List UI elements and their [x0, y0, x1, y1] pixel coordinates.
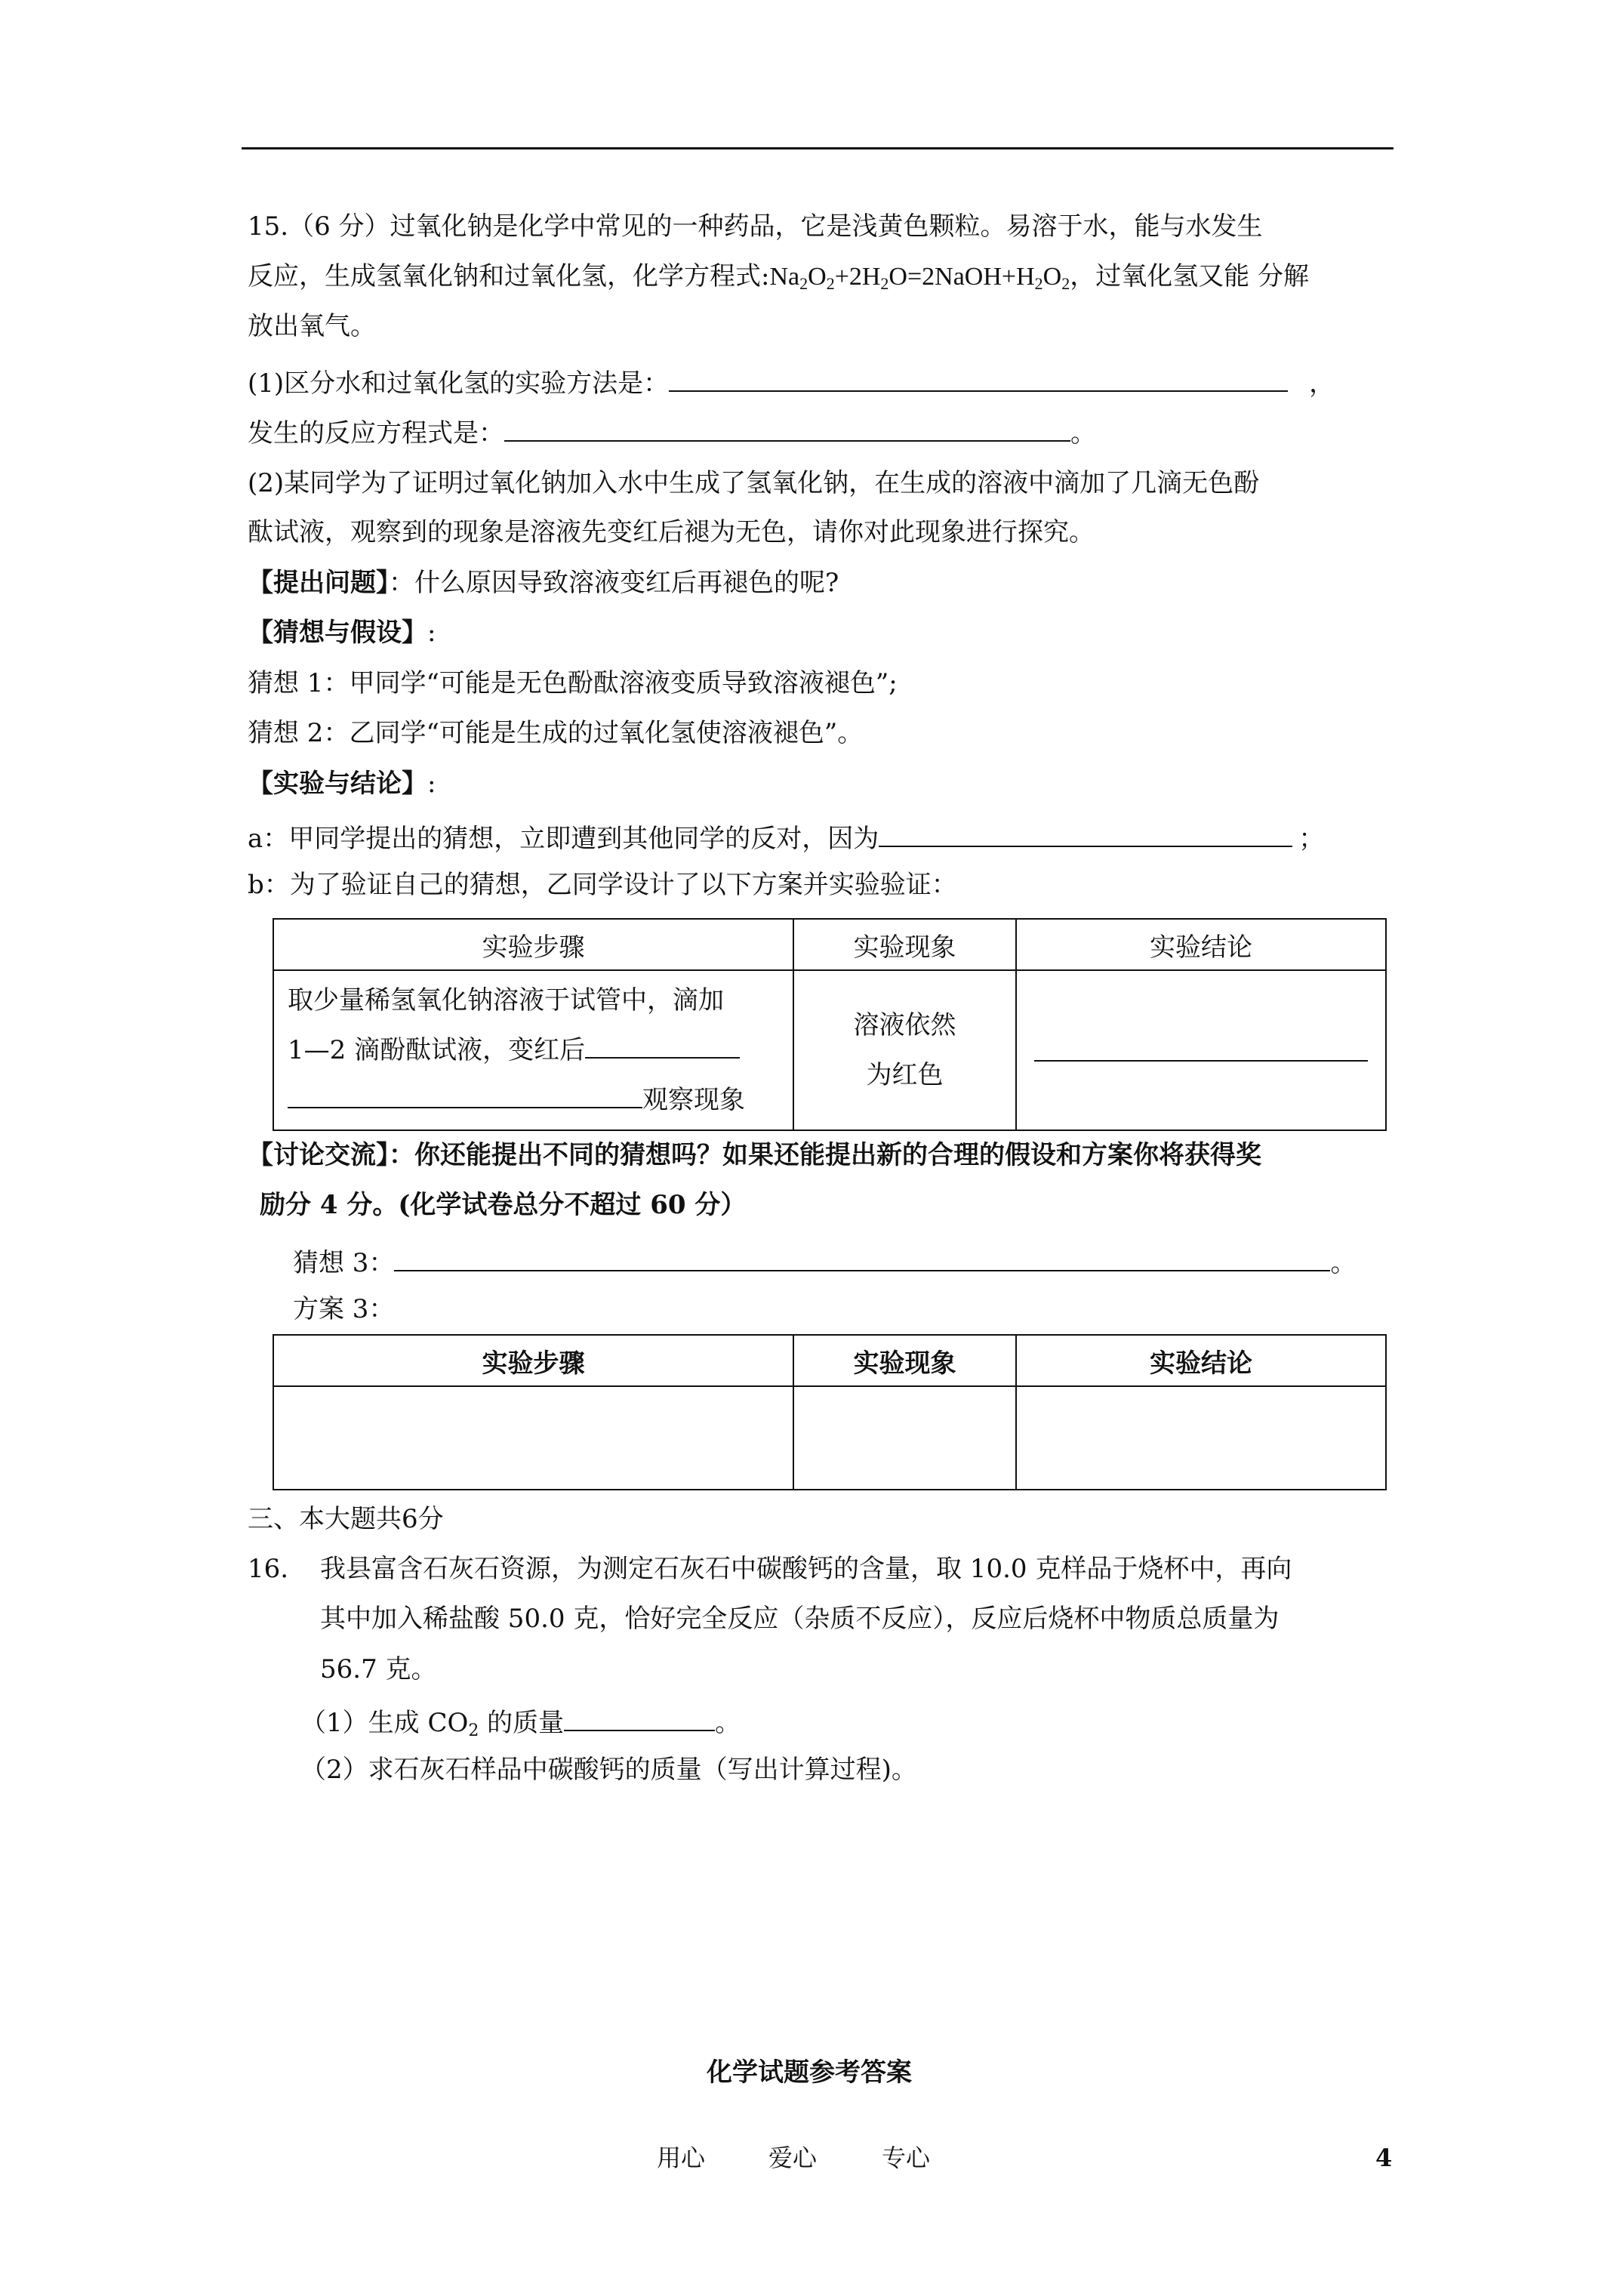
experiment-table-2	[273, 1334, 1387, 1490]
section-3-heading: 三、本大题共6分	[248, 1504, 444, 1534]
ask-question: 【提出问题】：什么原因导致溶液变红后再褪色的呢?	[248, 568, 839, 598]
q15-line1: 15.（6 分）过氧化钠是化学中常见的一种药品，它是浅黄色颗粒。易溶于水，能与水发生	[248, 211, 1263, 242]
q15-line2: 反应，生成氢氧化钠和过氧化氢，化学方程式$:Na_2O_2+2H_2O=2NaOH+H_2O_2$，过氧化氢又能 分解	[248, 261, 1310, 293]
hypothesis-3: 猜想 3： 。	[293, 1243, 1356, 1280]
answer-blank-equation[interactable]	[504, 413, 1070, 442]
table2-steps-cell[interactable]	[273, 1386, 793, 1490]
q15-part2-line2: 酞试液，观察到的现象是溶液先变红后褪为无色，请你对此现象进行探究。	[248, 517, 1095, 547]
header-rule	[242, 147, 1394, 149]
table2-conclusion-cell[interactable]	[1016, 1386, 1386, 1490]
table1-observation-cell: 溶液依然 为红色	[793, 970, 1016, 1130]
plan-3: 方案 3：	[293, 1294, 395, 1324]
page-number: 4	[1375, 2143, 1393, 2172]
table2-header-observation: 实验现象	[793, 1335, 1016, 1386]
answer-blank-step[interactable]	[585, 1030, 740, 1059]
hypothesis-1: 猜想 1：甲同学“可能是无色酚酞溶液变质导致溶液褪色”;	[248, 668, 898, 698]
answer-section-title: 化学试题参考答案	[707, 2057, 912, 2088]
table1-steps-cell: 取少量稀氢氧化钠溶液于试管中，滴加 1—2 滴酚酞试液，变红后 观察现象	[273, 970, 793, 1130]
answer-blank-method[interactable]	[669, 363, 1288, 392]
answer-blank-step-2[interactable]	[288, 1080, 642, 1108]
part-b: b：为了验证自己的猜想，乙同学设计了以下方案并实验验证：	[248, 870, 957, 900]
q16-line2: 其中加入稀盐酸 50.0 克，恰好完全反应（杂质不反应），反应后烧杯中物质总质量为	[320, 1604, 1280, 1634]
q16-line3: 56.7 克。	[320, 1654, 437, 1684]
discussion-line1: 【讨论交流】：你还能提出不同的猜想吗？如果还能提出新的合理的假设和方案你将获得奖	[248, 1140, 1261, 1170]
table1-header-observation: 实验现象	[793, 919, 1016, 970]
answer-blank-co2-mass[interactable]	[564, 1703, 715, 1731]
table1-conclusion-cell	[1016, 970, 1386, 1130]
q15-part1-equation: 发生的反应方程式是： 。	[248, 413, 1096, 450]
q16-sub1: （1）生成 $CO_2$ 的质量 。	[300, 1703, 741, 1740]
table1-header-conclusion: 实验结论	[1016, 919, 1386, 970]
footer-word-3: 专心	[882, 2143, 931, 2172]
q15-part2-line1: (2)某同学为了证明过氧化钠加入水中生成了氢氧化钠，在生成的溶液中滴加了几滴无色酚	[248, 468, 1260, 498]
discussion-line2: 励分 4 分。(化学试卷总分不超过 60 分）	[260, 1190, 747, 1220]
q15-part1-method: (1)区分水和过氧化氢的实验方法是： ，	[248, 363, 1335, 400]
experiment-heading: 【实验与结论】:	[248, 769, 436, 799]
table1-header-steps: 实验步骤	[273, 919, 793, 970]
footer-word-1: 用心	[657, 2143, 706, 2172]
footer-word-2: 爱心	[768, 2143, 818, 2172]
q15-line3: 放出氧气。	[248, 311, 376, 341]
q16-sub2: （2）求石灰石样品中碳酸钙的质量（写出计算过程)。	[300, 1755, 917, 1785]
table2-observation-cell[interactable]	[793, 1386, 1016, 1490]
hypothesis-heading: 【猜想与假设】:	[248, 618, 436, 648]
chemical-equation: $Na_2O_2+2H_2O=2NaOH+H_2O_2$	[769, 263, 1070, 293]
hypothesis-2: 猜想 2：乙同学“可能是生成的过氧化氢使溶液褪色”。	[248, 718, 864, 748]
part-a: a：甲同学提出的猜想，立即遭到其他同学的反对，因为 ；	[248, 818, 1324, 855]
q16-line1: 我县富含石灰石资源，为测定石灰石中碳酸钙的含量，取 10.0 克样品于烧杯中，再向	[320, 1554, 1292, 1584]
answer-blank-hypothesis-3[interactable]	[394, 1243, 1330, 1271]
answer-blank-reason[interactable]	[879, 818, 1292, 847]
table2-header-steps: 实验步骤	[273, 1335, 793, 1386]
experiment-table-1	[273, 918, 1387, 1131]
q16-number: 16.	[248, 1554, 289, 1584]
table2-header-conclusion: 实验结论	[1016, 1335, 1386, 1386]
answer-blank-conclusion[interactable]	[1034, 1033, 1368, 1062]
